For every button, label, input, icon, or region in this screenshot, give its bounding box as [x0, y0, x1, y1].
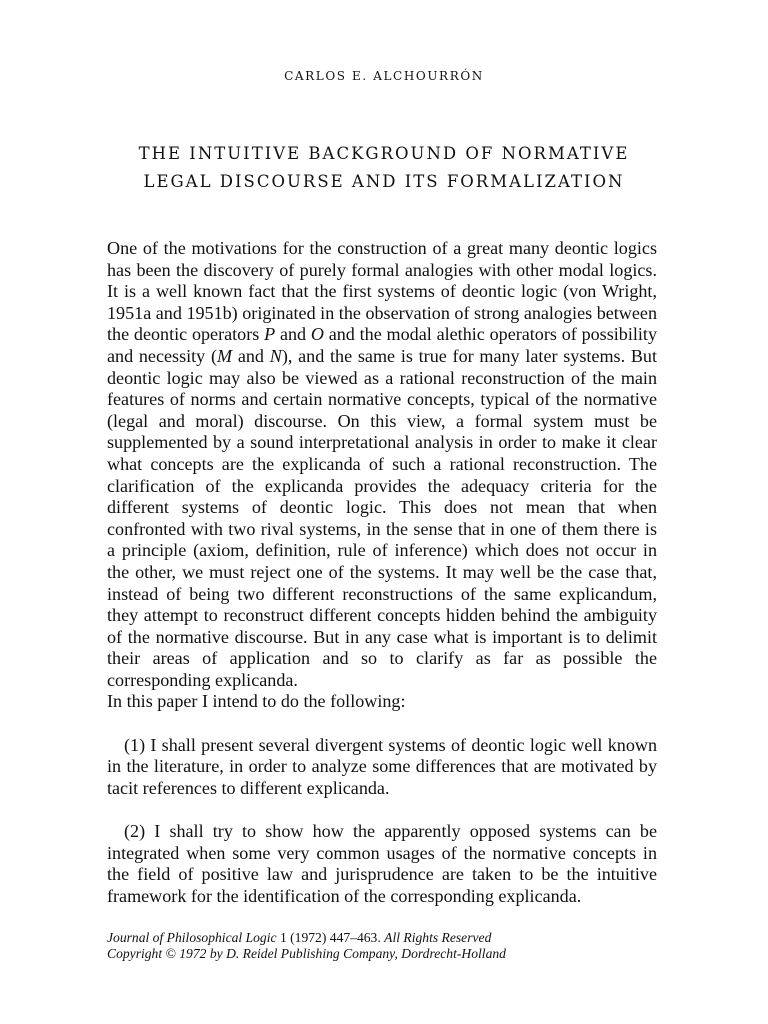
copyright-line: Copyright © 1972 by D. Reidel Publishing Company, Dordrecht-Holland — [107, 946, 506, 961]
title-line-1: THE INTUITIVE BACKGROUND OF NORMATIVE — [138, 144, 630, 163]
list-item-1: (1) I shall present several divergent systems of deontic logic well known in the literature, in order to analyze some differences that are motivated by tacit references to different explicanda. — [107, 734, 657, 798]
paragraph-plan: In this paper I intend to do the following: — [107, 691, 406, 712]
intro-text-a: One of the motivations for the construction of a great many deontic logics has been the discovery of purely formal analogies with other modal logics. It is a well known fact that the first systems of deontic logic (von Wright, 1951a and 1951b) originated in the observation of strong analogies between the deontic operators — [107, 238, 657, 345]
operator-m: M — [217, 345, 233, 366]
title-line-2: LEGAL DISCOURSE AND ITS FORMALIZATION — [143, 172, 625, 191]
intro-text-b: and — [275, 324, 311, 345]
operator-p: P — [264, 324, 276, 345]
citation-details: 1 (1972) 447–463. — [276, 930, 385, 945]
list-item-2: (2) I shall try to show how the apparently opposed systems can be integrated when some very common usages of the normative concepts in the field of positive law and jurisprudence are taken to be the intuitive framework for the identification of the corresponding explicanda. — [107, 821, 657, 906]
article-body — [107, 238, 657, 907]
intro-text-d: and — [232, 345, 270, 366]
citation-line — [107, 930, 667, 946]
publication-footer — [107, 930, 667, 962]
operator-o: O — [310, 324, 324, 345]
paragraph-intro — [107, 238, 657, 691]
spacer — [107, 799, 657, 821]
spacer — [107, 713, 657, 735]
journal-name: Journal of Philosophical Logic — [107, 930, 277, 945]
rights-notice: All Rights Reserved — [384, 930, 492, 945]
intro-text-e: ), and the same is true for many later systems. But deontic logic may also be viewed as a rational reconstruction of the main features of norms and certain normative concepts, typical of the normative (legal and moral) discourse. On this view, a formal system must be supplemented by a sound interpretational analysis in order to make it clear what concepts are the explicanda of such a rational reconstruction. The clarification of the explicanda provides the adequacy criteria for the different systems of deontic logic. This does not mean that when confronted with two rival systems, in the sense that in one of them there is a principle (axiom, definition, rule of inference) which does not occur in the other, we must reject one of the systems. It may well be the case that, instead of being two different reconstructions of the same explicandum, they attempt to reconstruct different concepts hidden behind the ambiguity of the normative discourse. But in any case what is important is to delimit their areas of application and so to clarify as far as possible the corresponding explicanda. — [107, 345, 657, 690]
intro-text-c: and the modal alethic operators of possibility and necessity ( — [107, 324, 657, 366]
author-name: CARLOS E. ALCHOURRÓN — [284, 69, 484, 83]
article-title — [0, 140, 768, 196]
operator-n: N — [269, 345, 282, 366]
